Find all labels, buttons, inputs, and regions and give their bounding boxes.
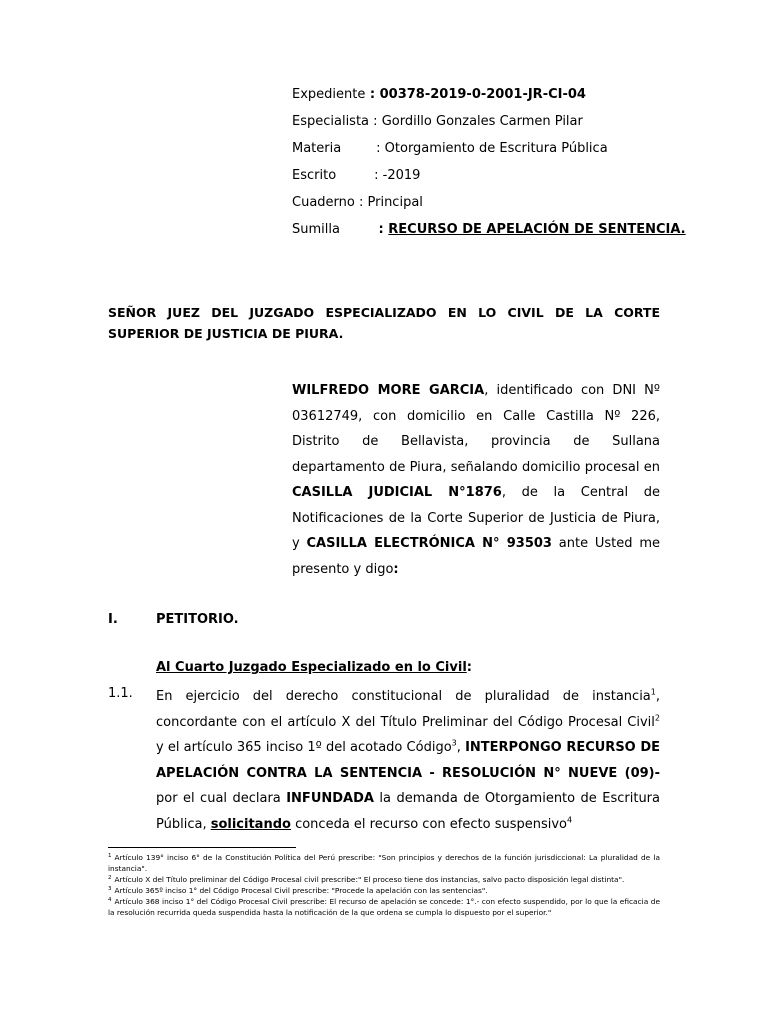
- subheading-text: Al Cuarto Juzgado Especializado en lo Civil: [156, 660, 467, 675]
- materia-label: Materia: [292, 141, 342, 156]
- sumilla-value: RECURSO DE APELACIÓN DE SENTENCIA.: [388, 222, 686, 237]
- header-cuaderno: [292, 195, 423, 211]
- cuaderno-separator: :: [354, 195, 368, 210]
- footnote-separator: [108, 847, 296, 848]
- intro-text-2: , de la Central de Notificaciones de la Corte Superior de Justicia de Piura, y: [292, 485, 660, 551]
- casilla-electronica: CASILLA ELECTRÓNICA N° 93503: [306, 536, 552, 551]
- paragraph-1-1: [156, 684, 660, 837]
- para-text-5: por el cual declara: [156, 791, 287, 806]
- intro-text-colon: :: [393, 561, 399, 577]
- para-bold-infundada: INFUNDADA: [286, 791, 374, 806]
- footnote-text: Artículo 139° inciso 6° de la Constitución Política del Perú prescribe: "Son principios y derechos de la función jurisdiccional: La pluralidad de la instancia".: [108, 853, 660, 873]
- materia-separator: :: [372, 141, 385, 156]
- footnote-mark: 4: [108, 896, 112, 903]
- especialista-value: Gordillo Gonzales Carmen Pilar: [381, 114, 583, 129]
- para-text-1: En ejercicio del derecho constitucional de pluralidad de instancia: [156, 689, 651, 704]
- footnote-3: [108, 885, 660, 896]
- materia-value: Otorgamiento de Escritura Pública: [384, 141, 608, 156]
- header-expediente: [292, 87, 586, 103]
- section-number: I.: [108, 612, 118, 627]
- para-bold-solicitando: solicitando: [210, 816, 291, 832]
- addressee: SEÑOR JUEZ DEL JUZGADO ESPECIALIZADO EN LO CIVIL DE LA CORTE SUPERIOR DE JUSTICIA DE PIURA.: [108, 305, 660, 341]
- sumilla-label: Sumilla: [292, 222, 340, 237]
- footnote-text: Artículo 365º inciso 1° del Código Procesal Civil prescribe: "Procede la apelación con las sentencias".: [114, 886, 488, 895]
- footnote-text: Artículo X del Título preliminar del Código Procesal civil prescribe:" El proceso tiene dos instancias, salvo pacto disposición legal distinta".: [114, 875, 625, 884]
- expediente-separator: :: [365, 87, 380, 102]
- footnote-text: Artículo 368 inciso 1° del Código Procesal Civil prescribe: El recurso de apelación se concede: 1°.- con efecto suspendido, por lo que la eficacia de la resolución recurrida queda suspendida hasta la notificación de la que ordena se cumpla lo dispuesto por el superior.": [108, 897, 660, 917]
- expediente-label: Expediente: [292, 87, 366, 102]
- footnote-ref-4[interactable]: 4: [567, 815, 573, 825]
- footnote-mark: 1: [108, 852, 112, 859]
- footnote-ref-2[interactable]: 2: [654, 713, 660, 723]
- footnote-4: [108, 896, 660, 918]
- intro-text-3: ante Usted me presento y digo: [292, 536, 661, 577]
- footnotes: [108, 852, 660, 918]
- subheading: [156, 660, 472, 676]
- escrito-value: -2019: [382, 168, 421, 183]
- footnote-1: [108, 852, 660, 874]
- footnote-mark: 2: [108, 874, 112, 881]
- footnote-2: [108, 874, 660, 885]
- para-text-2: , concordante con el artículo X del Título Preliminar del Código Procesal Civil: [156, 689, 660, 730]
- escrito-label: Escrito: [292, 168, 337, 183]
- casilla-judicial: CASILLA JUDICIAL N°1876: [292, 485, 502, 500]
- paragraph-number: 1.1.: [108, 686, 133, 701]
- para-text-7: conceda el recurso con efecto suspensivo: [290, 816, 567, 832]
- especialista-separator: :: [369, 114, 382, 129]
- petitioner-name: WILFREDO MORE GARCIA: [292, 383, 485, 398]
- footnote-mark: 3: [108, 885, 112, 892]
- cuaderno-label: Cuaderno: [292, 195, 355, 210]
- section-title: PETITORIO.: [156, 612, 239, 627]
- para-text-3: y el artículo 365 inciso 1º del acotado Código: [156, 740, 452, 755]
- cuaderno-value: Principal: [367, 195, 423, 210]
- para-bold-interpongo: INTERPONGO RECURSO DE APELACIÓN CONTRA LA SENTENCIA - RESOLUCIÓN N° NUEVE (09)-: [156, 740, 660, 781]
- subheading-colon: :: [466, 660, 472, 675]
- intro-paragraph: [292, 378, 660, 582]
- header-materia: [292, 141, 608, 157]
- header-especialista: [292, 114, 583, 130]
- intro-text-1: , identificado con DNI Nº 03612749, con domicilio en Calle Castilla Nº 226, Distrito de Bellavista, provincia de Sullana departamento de Piura, señalando domicilio procesal en: [292, 383, 660, 475]
- header-escrito: [292, 168, 420, 184]
- especialista-label: Especialista: [292, 114, 370, 129]
- footnote-ref-3[interactable]: 3: [451, 738, 457, 748]
- para-text-4: ,: [456, 740, 466, 755]
- footnote-ref-1[interactable]: 1: [650, 687, 656, 697]
- expediente-value: 00378-2019-0-2001-JR-CI-04: [379, 87, 586, 102]
- para-text-6: la demanda de Otorgamiento de Escritura Pública,: [156, 791, 660, 832]
- header-sumilla: [292, 222, 686, 238]
- escrito-separator: :: [370, 168, 383, 183]
- sumilla-separator: :: [374, 222, 389, 237]
